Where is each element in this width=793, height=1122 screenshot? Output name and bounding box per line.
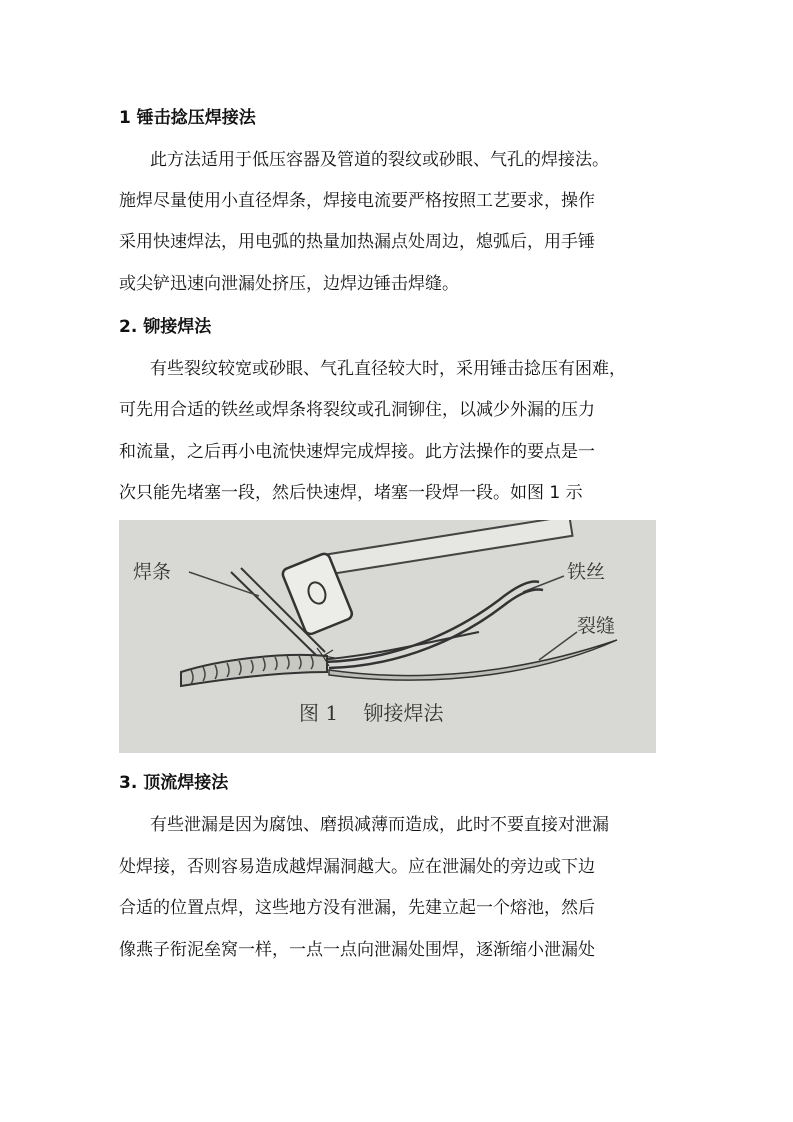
weld-bead xyxy=(181,655,327,686)
section-1-line-2: 施焊尽量使用小直径焊条，焊接电流要严格按照工艺要求，操作 xyxy=(119,191,595,211)
figure-riveting-weld xyxy=(119,520,656,753)
figure-illustration xyxy=(119,520,656,753)
section-2-line-2: 可先用合适的铁丝或焊条将裂纹或孔洞铆住，以减少外漏的压力 xyxy=(119,400,595,420)
label-welding-rod: 焊条 xyxy=(133,561,172,583)
section-3-line-2: 处焊接，否则容易造成越焊漏洞越大。应在泄漏处的旁边或下边 xyxy=(119,857,595,877)
section-1-line-1: 此方法适用于低压容器及管道的裂纹或砂眼、气孔的焊接法。 xyxy=(150,150,609,170)
crack-shape xyxy=(329,640,617,680)
hammer-handle xyxy=(322,520,572,575)
section-1-line-4: 或尖铲迅速向泄漏处挤压，边焊边锤击焊缝。 xyxy=(119,274,459,294)
section-3-heading: 3. 顶流焊接法 xyxy=(119,773,229,793)
section-2-line-4: 次只能先堵塞一段，然后快速焊，堵塞一段焊一段。如图 1 示 xyxy=(119,483,583,503)
leader-wire xyxy=(523,576,564,592)
section-3-line-4: 像燕子衔泥垒窝一样，一点一点向泄漏处围焊，逐渐缩小泄漏处 xyxy=(119,940,595,960)
section-3-line-3: 合适的位置点焊，这些地方没有泄漏，先建立起一个熔池，然后 xyxy=(119,898,595,918)
iron-wire-b xyxy=(329,590,543,668)
section-2-line-1: 有些裂纹较宽或砂眼、气孔直径较大时，采用锤击捻压有困难， xyxy=(150,359,626,379)
section-2-line-3: 和流量，之后再小电流快速焊完成焊接。此方法操作的要点是一 xyxy=(119,442,595,462)
section-3-line-1: 有些泄漏是因为腐蚀、磨损减薄而造成，此时不要直接对泄漏 xyxy=(150,815,609,835)
figure-caption: 图 1 铆接焊法 xyxy=(299,701,444,725)
label-crack: 裂缝 xyxy=(577,615,616,637)
iron-wire-a xyxy=(324,582,539,662)
section-2-heading: 2. 铆接焊法 xyxy=(119,317,212,337)
section-1-heading: 1 锤击捻压焊接法 xyxy=(119,108,256,128)
label-iron-wire: 铁丝 xyxy=(567,561,606,583)
section-1-line-3: 采用快速焊法，用电弧的热量加热漏点处周边，熄弧后，用手锤 xyxy=(119,232,595,252)
